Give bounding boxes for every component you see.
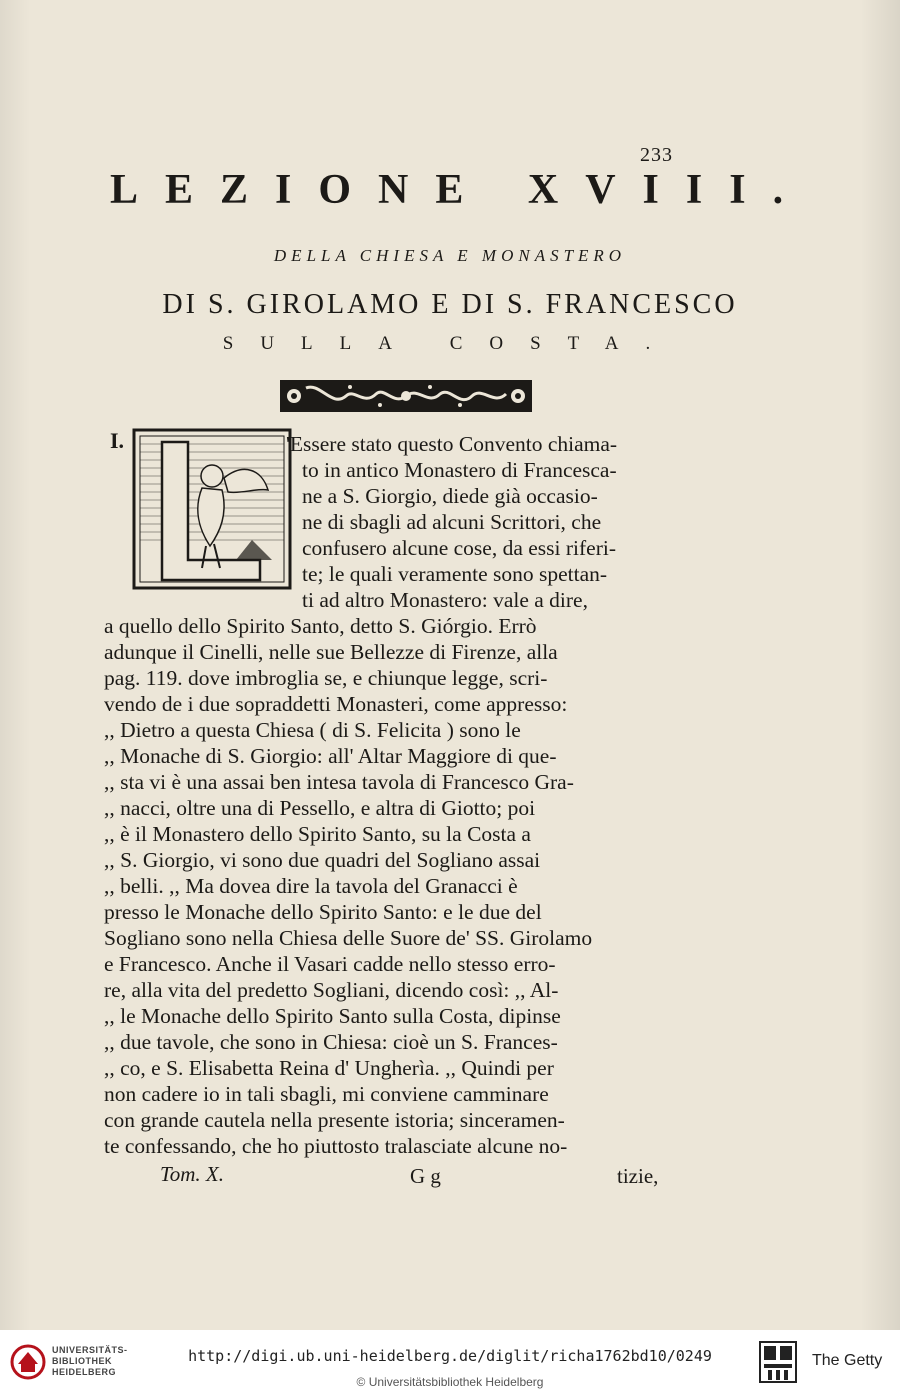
text-line: ne di sbagli ad alcuni Scrittori, che [302,510,602,534]
volume-mark: Tom. X. [160,1162,224,1186]
signature-mark: G g [410,1164,441,1188]
chapter-subtitle-3: SULLA COSTA. [222,333,678,354]
page-url-link[interactable]: http://digi.ub.uni-heidelberg.de/diglit/richa1762bd10/0249 [188,1347,712,1365]
text-line: 'Essere stato questo Convento chiama- [286,432,618,456]
getty-logo[interactable] [758,1340,798,1384]
text-line: non cadere io in tali sbagli, mi conviene camminare [104,1082,549,1106]
text-line: ,, S. Giorgio, vi sono due quadri del Sogliano assai [104,848,541,872]
text-line: ,, belli. ,, Ma dovea dire la tavola del Granacci è [104,874,518,898]
text-line: e Francesco. Anche il Vasari cadde nello stesso erro- [104,952,556,976]
text-line: ,, sta vi è una assai ben intesa tavola di Francesco Gra- [104,770,574,794]
page-number: 233 [640,144,673,166]
viewer-footer-bar [0,1330,900,1395]
decorated-initial-image [132,428,292,590]
text-line: Sogliano sono nella Chiesa delle Suore de' SS. Girolamo [104,926,593,950]
chapter-subtitle-1: DELLA CHIESA E MONASTERO [273,246,627,265]
text-line: ,, le Monache dello Spirito Santo sulla Costa, dipinse [104,1004,561,1028]
ornament-band [280,378,532,414]
text-line: adunque il Cinelli, nelle sue Bellezze di Firenze, alla [104,640,558,664]
chapter-title: LEZIONE XVIII. [110,167,811,213]
library-name-line: HEIDELBERG [52,1367,117,1377]
text-line: to in antico Monastero di Francesca- [302,458,617,482]
library-name-line: BIBLIOTHEK [52,1356,112,1366]
copyright-notice: © Universitätsbibliothek Heidelberg [356,1375,544,1389]
text-line: confusero alcune cose, da essi riferi- [302,536,616,560]
text-line: ,, nacci, oltre una di Pessello, e altra di Giotto; poi [104,796,536,820]
text-line: ,, co, e S. Elisabetta Reina d' Ungherìa. ,, Quindi per [104,1056,554,1080]
catchword: tizie, [617,1164,659,1188]
chapter-subtitle-2: DI S. GIROLAMO E DI S. FRANCESCO [162,289,738,320]
section-number: I. [110,428,125,453]
text-line: ,, Monache di S. Giorgio: all' Altar Maggiore di que- [104,744,557,768]
text-line: te; le quali veramente sono spettan- [302,562,608,586]
text-line: ,, Dietro a questa Chiesa ( di S. Felicita ) sono le [104,718,521,742]
text-line: ti ad altro Monastero: vale a dire, [302,588,588,612]
text-line: ne a S. Giorgio, diede già occasio- [302,484,598,508]
text-line: presso le Monache dello Spirito Santo: e le due del [104,900,542,924]
text-line: ,, è il Monastero dello Spirito Santo, su la Costa a [104,822,531,846]
text-line: vendo de i due sopraddetti Monasteri, come appresso: [104,692,568,716]
text-line: re, alla vita del predetto Sogliani, dicendo così: ,, Al- [104,978,559,1002]
text-line: te confessando, che ho piuttosto tralasciate alcune no- [104,1134,568,1158]
text-line: con grande cautela nella presente istoria; sinceramen- [104,1108,565,1132]
text-line: pag. 119. dove imbroglia se, e chiunque legge, scri- [104,666,548,690]
text-line: ,, due tavole, che sono in Chiesa: cioè un S. Frances- [104,1030,558,1054]
text-line: a quello dello Spirito Santo, detto S. Giórgio. Errò [104,614,537,638]
partner-name: The Getty [812,1352,883,1369]
library-name-line: UNIVERSITÄTS- [52,1345,128,1355]
